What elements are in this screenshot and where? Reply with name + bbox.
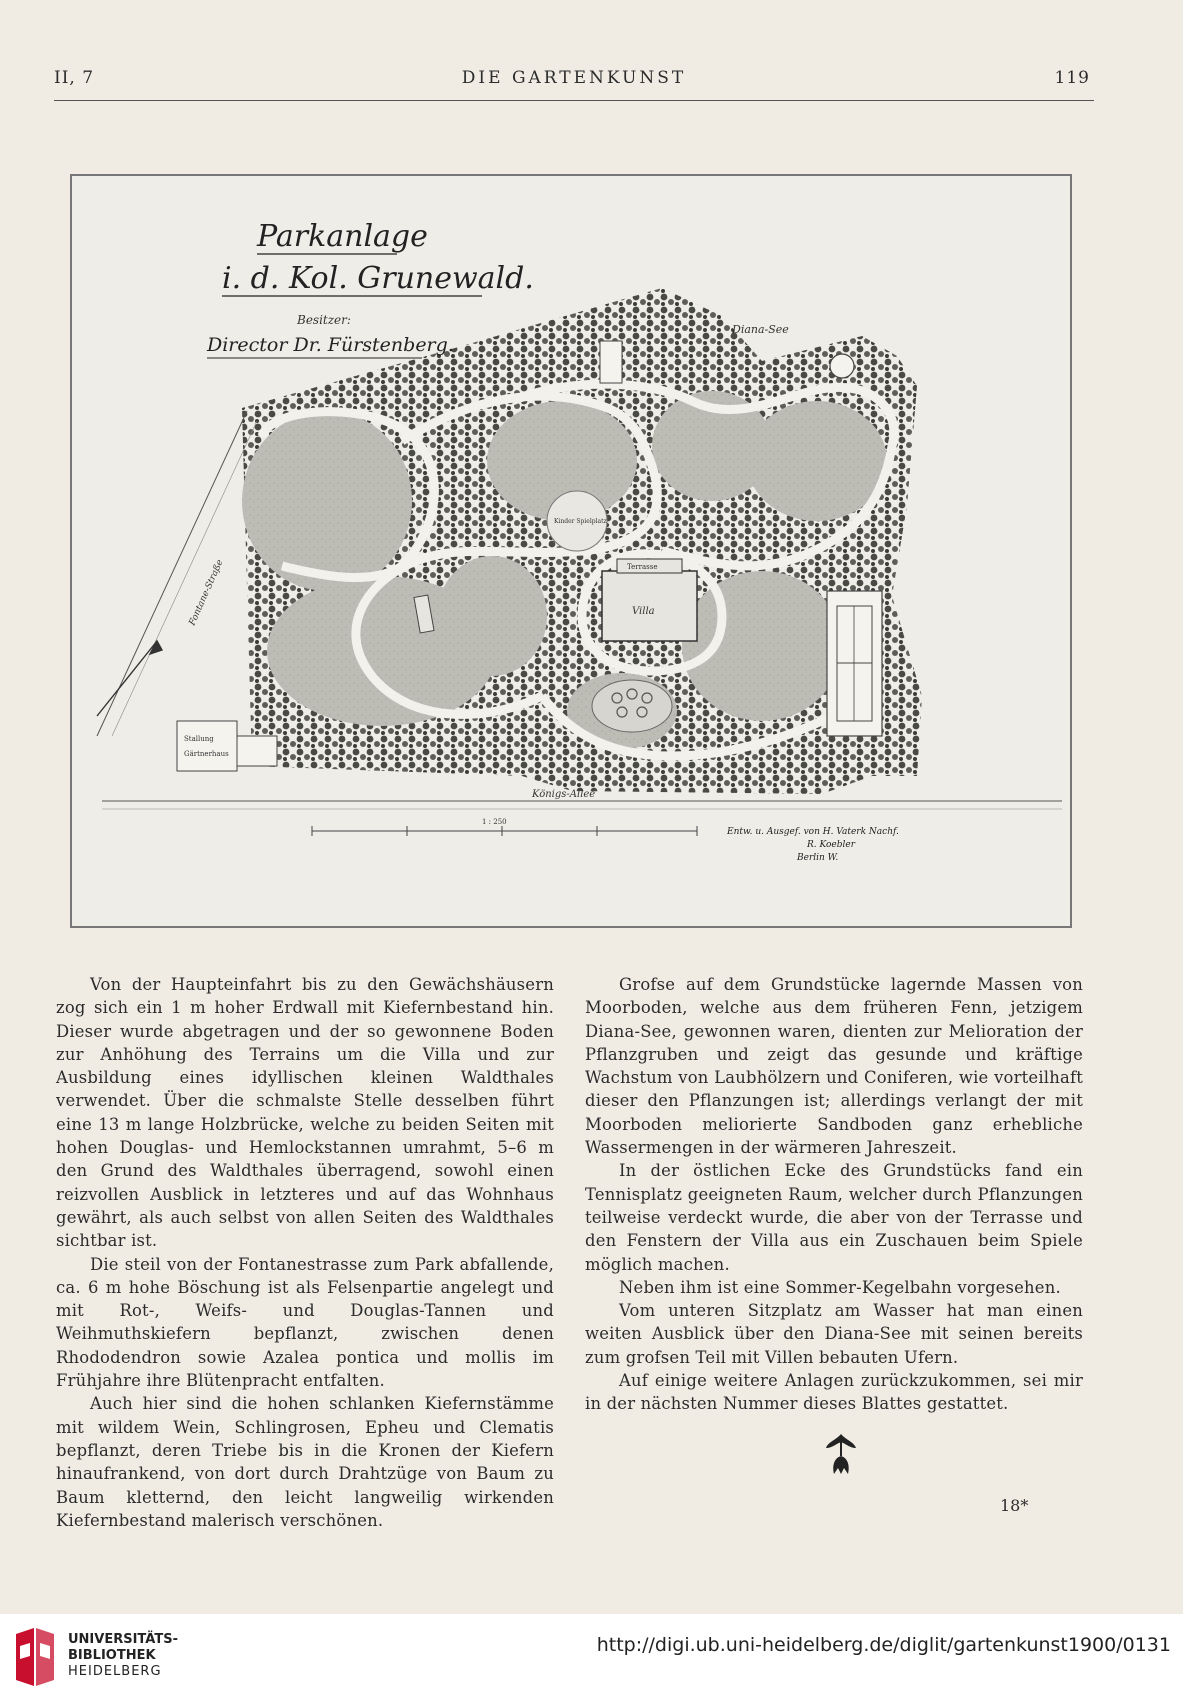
lake-seat [830, 354, 854, 378]
leaf-ornament-icon [822, 1432, 860, 1476]
plan-credit-2: R. Koebler [807, 840, 855, 850]
plan-credit-1: Entw. u. Ausgef. von H. Vaterk Nachf. [727, 827, 899, 837]
paragraph: Die steil von der Fontanestrasse zum Park abfallende, ca. 6 m hohe Böschung ist als Felsenpartie angelegt und mit Rot-, Weifs- und Douglas-Tannen und Weihmuthskiefern bepflanzt, zwischen denen Rhododendron sowie Azalea pontica und mollis im Frühjahre ihre Blütenpracht entfalten. [56, 1254, 554, 1391]
lawn-mid [437, 556, 547, 676]
plan-scale-label: 1 : 250 [482, 818, 507, 826]
page-number: 119 [1054, 68, 1090, 88]
plan-terrace-label: Terrasse [627, 563, 658, 571]
north-arrow-icon [97, 641, 162, 716]
lawn-northeast [747, 401, 887, 521]
library-logo-icon [12, 1626, 58, 1690]
lawn-east [682, 571, 842, 721]
source-url-link[interactable]: http://digi.ub.uni-heidelberg.de/diglit/gartenkunst1900/0131 [596, 1634, 1171, 1656]
plan-gardener-label: Gärtnerhaus [184, 750, 229, 758]
lawn-west [242, 411, 412, 591]
library-name [68, 1632, 178, 1680]
park-plan-illustration [70, 174, 1072, 928]
pavilion [600, 341, 622, 383]
footer-bar [0, 1614, 1183, 1702]
plan-owner: Director Dr. Fürstenberg. [207, 334, 454, 356]
plan-street-left: Fontane-Straße [187, 558, 226, 628]
page-header [54, 60, 1094, 101]
paragraph: Auf einige weitere Anlagen zurückzukommen, sei mir in der nächsten Nummer dieses Blattes gestattet. [585, 1371, 1083, 1414]
plan-title-2: i. d. Kol. Grunewald. [222, 261, 534, 296]
plan-street-bottom: Königs-Allee [532, 789, 596, 800]
library-line-2: BIBLIOTHEK [68, 1648, 156, 1663]
plan-stable-label: Stallung [184, 735, 214, 743]
plan-owner-label: Besitzer: [297, 313, 351, 327]
library-line-1: UNIVERSITÄTS- [68, 1632, 178, 1647]
signature-mark: 18* [1000, 1496, 1029, 1515]
paragraph: Grofse auf dem Grundstücke lagernde Massen von Moorboden, welche aus dem früheren Fenn, jetzigem Diana-See, gewonnen waren, dienten zur Melioration der Pflanzgruben und zeigt das gesunde und kräftige Wachstum von Laubhölzern und Coniferen, wie vorteilhaft dieser den Pflanzungen ist; allerdings verlangt der mit Moorboden meliorierte Sandboden ganz erhebliche Wassermengen in der wärmeren Jahreszeit. [585, 975, 1083, 1158]
flower-bed [592, 680, 672, 732]
plan-credit-3: Berlin W. [797, 853, 839, 863]
issue-number: II, 7 [54, 68, 95, 88]
paragraph: Auch hier sind die hohen schlanken Kiefernstämme mit wildem Wein, Schlingrosen, Epheu und Clematis bepflanzt, deren Triebe bis in die Kronen der Kiefern hinaufrankend, von dort durch Drahtzüge von Baum zu Baum kletternd, den leicht langweilig wirkenden Kiefernbestand malerisch verschönen. [56, 1394, 554, 1530]
paragraph: In der östlichen Ecke des Grundstücks fand ein Tennisplatz geeigneten Raum, welcher durch Pflanzungen teilweise verdeckt wurde, die aber von der Terrasse und den Fenstern der Villa aus ein Zuschauen beim Spiele möglich machen. [585, 1161, 1083, 1274]
paragraph: Neben ihm ist eine Sommer-Kegelbahn vorgesehen. [619, 1277, 1061, 1297]
paragraph: Vom unteren Sitzplatz am Wasser hat man einen weiten Ausblick über den Diana-See mit seinen bereits zum grofsen Teil mit Villen bebauten Ufern. [585, 1301, 1083, 1367]
plan-kinder-label: Kinder Spielplatz [554, 518, 607, 525]
plan-lake-label: Diana-See [732, 323, 789, 336]
park-plan-drawing [72, 176, 1070, 926]
library-line-3: HEIDELBERG [68, 1664, 162, 1679]
paragraph: Von der Haupteinfahrt bis zu den Gewächshäusern zog sich ein 1 m hoher Erdwall mit Kiefernbestand hin. Dieser wurde abgetragen und der so gewonnene Boden zur Anhöhung des Terrains um die Villa und zur Ausbildung eines idyllischen kleinen Waldthales verwendet. Über die schmalste Stelle desselben führt eine 13 m lange Holzbrücke, welche zu beiden Seiten mit hohen Douglas- und Hemlockstannen umrahmt, 5–6 m den Grund des Waldthales überragend, sowohl einen reizvollen Ausblick in letzteres und auf das Wohnhaus gewährt, als auch selbst von allen Seiten des Waldthales sichtbar ist. [56, 975, 554, 1251]
plan-title-1: Parkanlage [257, 219, 428, 254]
journal-title: DIE GARTENKUNST [461, 68, 687, 88]
plan-villa-label: Villa [632, 606, 655, 617]
right-text-column [585, 973, 1083, 1416]
scale-bar [312, 826, 697, 836]
left-text-column [56, 973, 554, 1532]
